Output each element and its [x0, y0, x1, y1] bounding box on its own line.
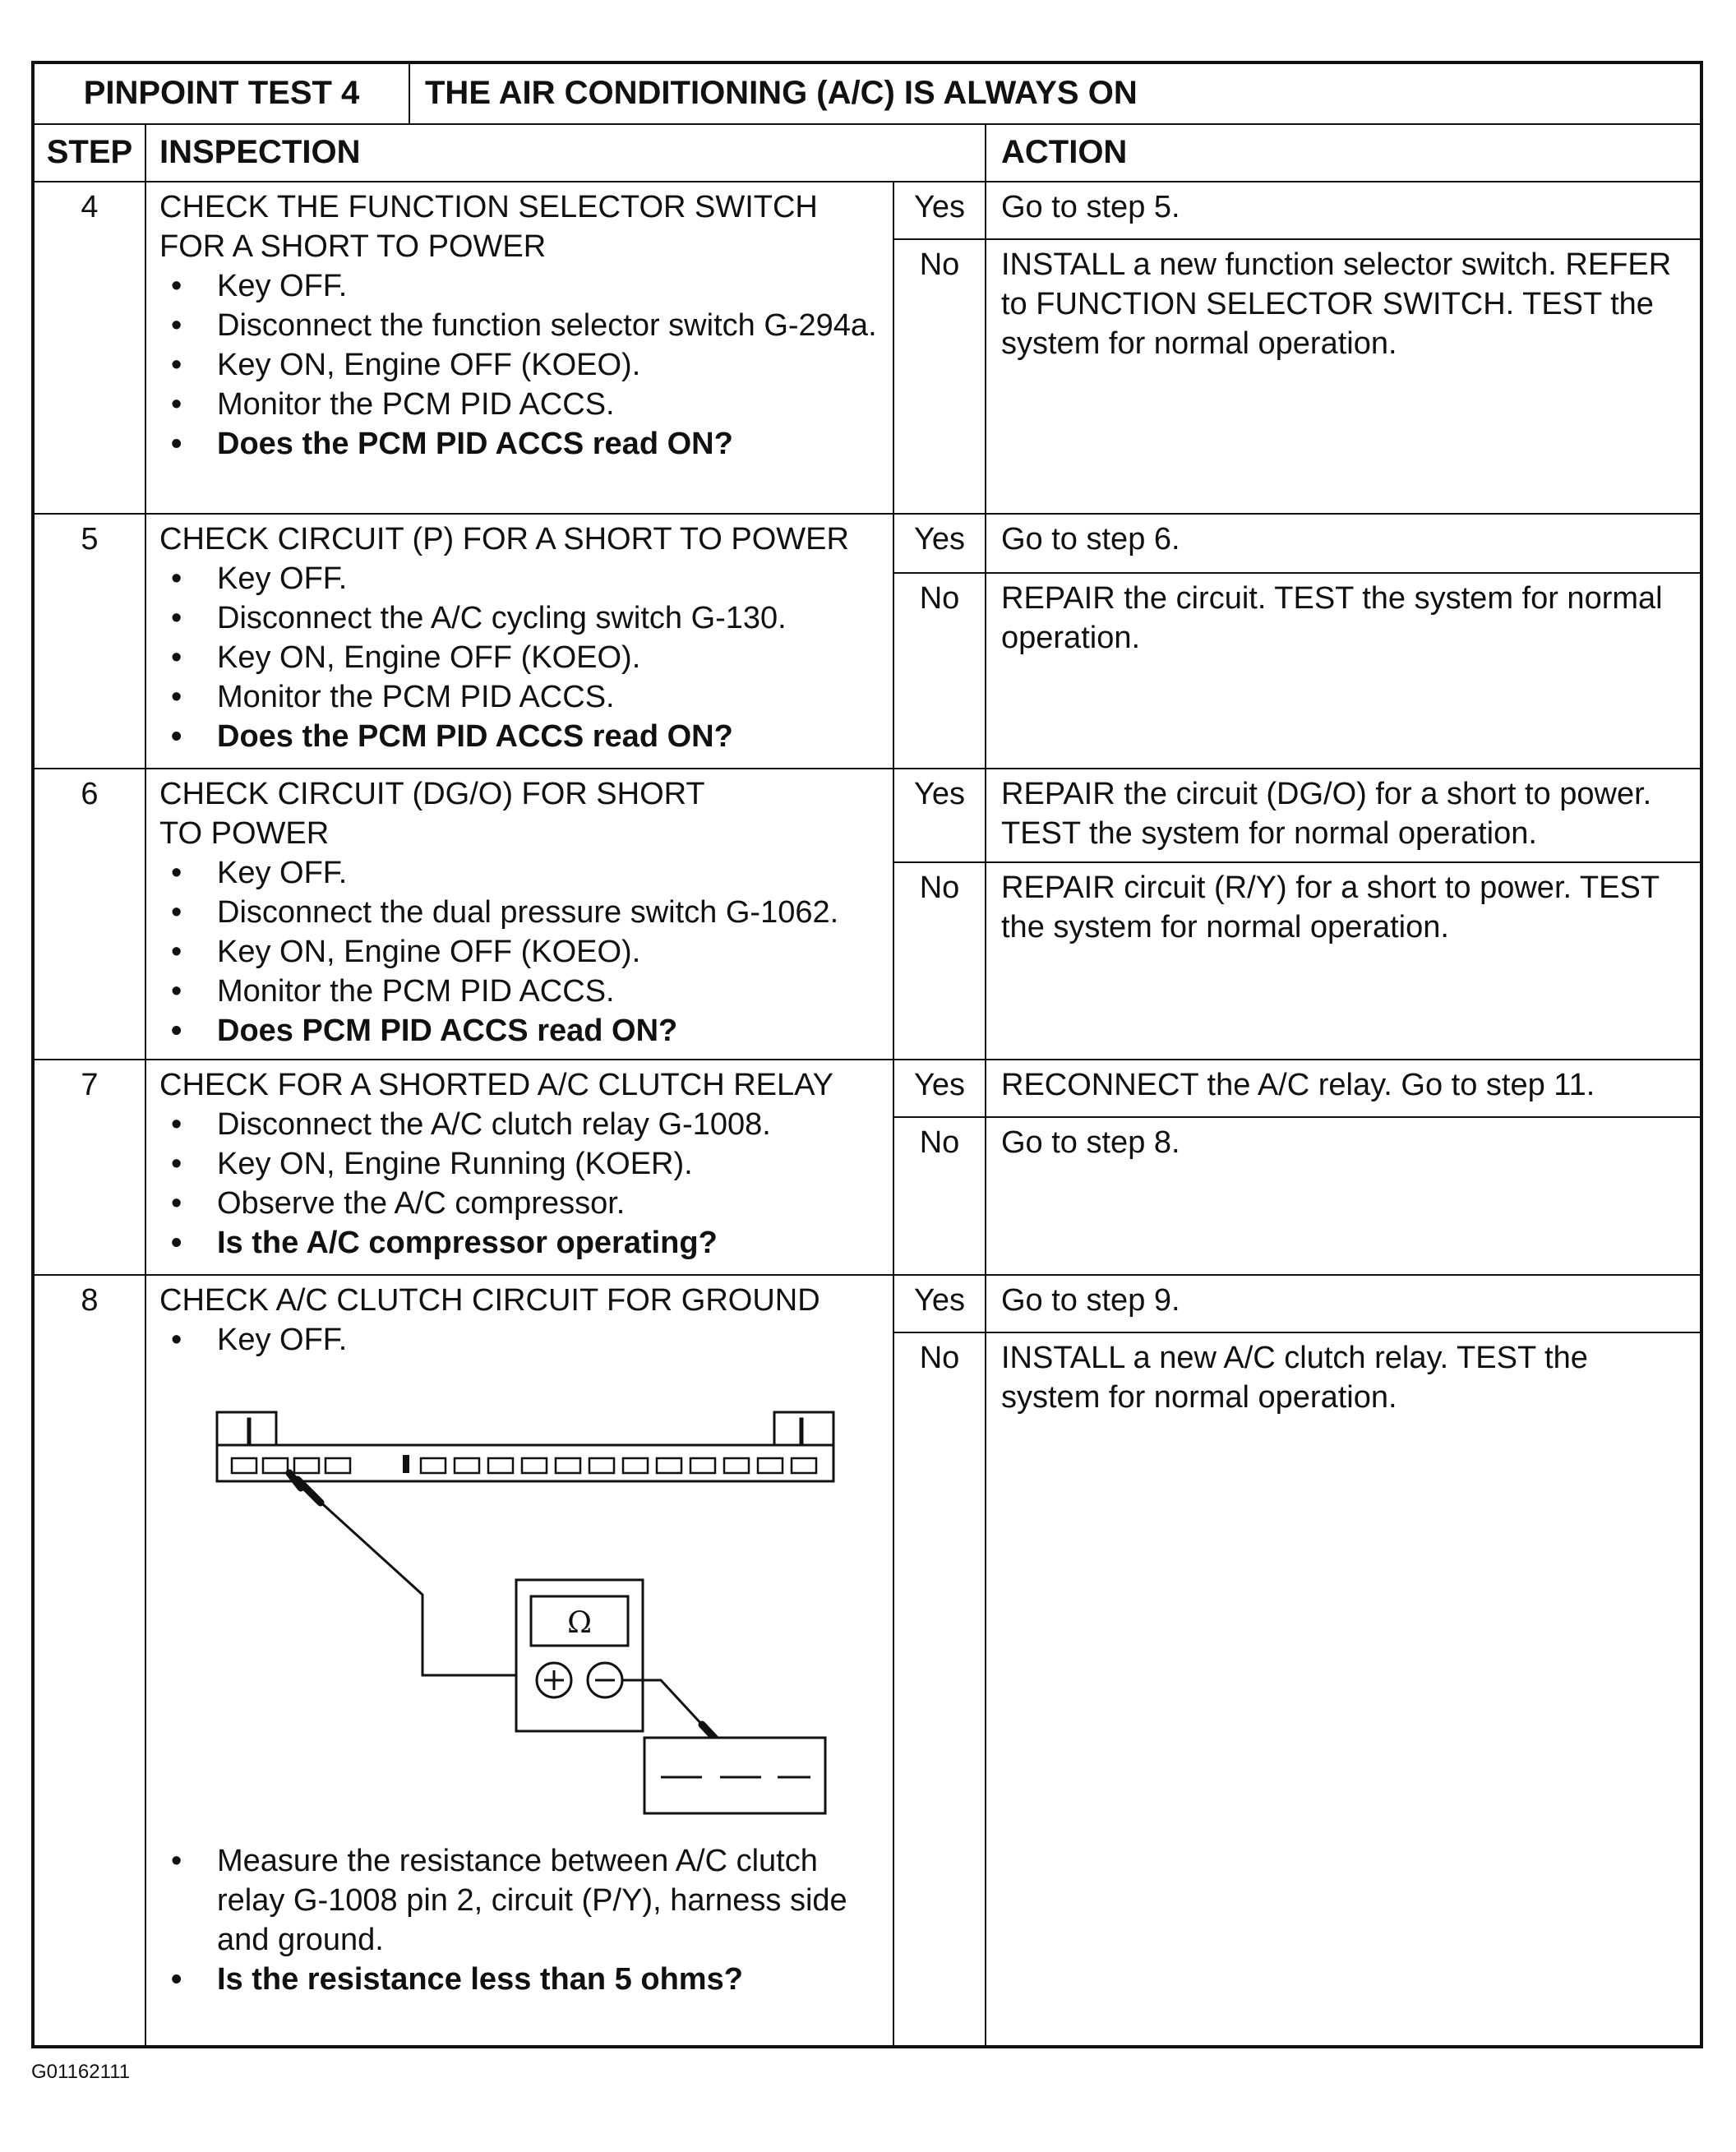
yes-label: Yes [894, 182, 985, 240]
column-header-inspection: INSPECTION [145, 125, 985, 181]
bullet-item: • Key OFF. [159, 1320, 881, 1360]
positive-test-lead [316, 1498, 516, 1675]
relay-connector-top [217, 1412, 833, 1445]
yes-action: Go to step 6. [986, 515, 1700, 574]
question-item: • Is the A/C compressor operating? [159, 1223, 881, 1263]
inspection-title: CHECK CIRCUIT (DG/O) FOR SHORT TO POWER [159, 777, 704, 851]
yes-action: RECONNECT the A/C relay. Go to step 11. [986, 1060, 1700, 1118]
figure-code: G01162111 [31, 2061, 131, 2083]
bullet-item: • Disconnect the function selector switch G-294a. [159, 306, 881, 345]
step-row [35, 515, 1700, 769]
connector-pin [724, 1458, 749, 1473]
step-number: 4 [81, 190, 99, 224]
inspection-cell [145, 182, 893, 513]
action-column [985, 515, 1700, 768]
connector-pin [294, 1458, 319, 1473]
connector-pin [326, 1458, 350, 1473]
bullet-item: • Observe the A/C compressor. [159, 1184, 881, 1223]
bullet-item: • Measure the resistance between A/C clutch relay G-1008 pin 2, circuit (P/Y), harness side and ground. [159, 1841, 881, 1960]
no-action: REPAIR circuit (R/Y) for a short to power. TEST the system for normal operation. [1001, 870, 1660, 944]
no-label: No [919, 1341, 960, 1375]
connector-pins [232, 1458, 816, 1473]
step-row [35, 769, 1700, 1060]
connector-pin [263, 1458, 288, 1473]
yes-label: Yes [894, 1276, 985, 1333]
pinpoint-test-table [31, 61, 1703, 2048]
bullet-item: • Disconnect the dual pressure switch G-1062. [159, 893, 881, 932]
bullet-item: • Disconnect the A/C cycling switch G-130. [159, 598, 881, 638]
action-column [985, 1060, 1700, 1274]
bullet-item: • Key ON, Engine OFF (KOEO). [159, 345, 881, 385]
inspection-title: CHECK FOR A SHORTED A/C CLUTCH RELAY [159, 1068, 833, 1102]
positive-probe [289, 1473, 321, 1503]
inspection-bullets [159, 853, 881, 1051]
column-header-row [35, 125, 1700, 182]
inspection-title: CHECK CIRCUIT (P) FOR A SHORT TO POWER [159, 522, 849, 556]
connector-pin [455, 1458, 479, 1473]
action-column [985, 769, 1700, 1059]
bullet-item: • Key OFF. [159, 853, 881, 893]
connector-pin [556, 1458, 580, 1473]
connector-pin [488, 1458, 513, 1473]
connector-pin [522, 1458, 547, 1473]
title-row [35, 64, 1700, 125]
column-header-step: STEP [46, 134, 133, 170]
answer-column [893, 769, 985, 1059]
question-item: • Does the PCM PID ACCS read ON? [159, 717, 881, 756]
yes-action: Go to step 5. [986, 182, 1700, 240]
bullet-item: • Disconnect the A/C clutch relay G-1008. [159, 1105, 881, 1144]
measure-bullets [159, 1841, 881, 1999]
bullet-item: • Monitor the PCM PID ACCS. [159, 972, 881, 1011]
bullet-item: • Key OFF. [159, 266, 881, 306]
answer-column [893, 515, 985, 768]
no-label: No [919, 870, 960, 905]
no-label: No [919, 247, 960, 282]
no-action: Go to step 8. [1001, 1125, 1180, 1160]
connector-pin [758, 1458, 783, 1473]
action-column [985, 182, 1700, 513]
test-title: THE AIR CONDITIONING (A/C) IS ALWAYS ON [409, 64, 1700, 123]
action-column [985, 1276, 1700, 2045]
ohmmeter-diagram [159, 1366, 883, 1826]
bullet-item: • Monitor the PCM PID ACCS. [159, 677, 881, 717]
inspection-title: CHECK A/C CLUTCH CIRCUIT FOR GROUND [159, 1283, 820, 1318]
question-item: • Is the resistance less than 5 ohms? [159, 1960, 881, 1999]
step-row [35, 1060, 1700, 1276]
connector-pin [421, 1458, 446, 1473]
question-item: • Does the PCM PID ACCS read ON? [159, 424, 881, 464]
connector-pin [657, 1458, 681, 1473]
step-row [35, 1276, 1700, 2045]
step-number: 5 [81, 522, 99, 556]
no-label: No [919, 1125, 960, 1160]
connector-key [403, 1455, 409, 1473]
no-label: No [919, 581, 960, 616]
bullet-item: • Key OFF. [159, 559, 881, 598]
inspection-bullets [159, 266, 881, 464]
column-header-action: ACTION [985, 125, 1700, 181]
answer-column [893, 1060, 985, 1274]
no-action: INSTALL a new function selector switch. REFER to FUNCTION SELECTOR SWITCH. TEST the system for normal operation. [1001, 247, 1672, 361]
inspection-bullets [159, 1320, 881, 1360]
answer-column [893, 182, 985, 513]
connector-pin [232, 1458, 256, 1473]
inspection-cell [145, 769, 893, 1059]
ohm-symbol: Ω [567, 1606, 592, 1640]
step-number: 6 [81, 777, 99, 811]
bullet-item: • Key ON, Engine OFF (KOEO). [159, 638, 881, 677]
yes-label: Yes [894, 1060, 985, 1118]
no-action: REPAIR the circuit. TEST the system for normal operation. [1001, 581, 1663, 655]
step-row [35, 182, 1700, 515]
yes-action: REPAIR the circuit (DG/O) for a short to power. TEST the system for normal operation. [986, 769, 1700, 863]
connector-pin [792, 1458, 816, 1473]
inspection-bullets [159, 559, 881, 756]
test-label: PINPOINT TEST 4 [83, 75, 360, 111]
yes-label: Yes [894, 769, 985, 863]
yes-label: Yes [894, 515, 985, 574]
connector-pin [589, 1458, 614, 1473]
inspection-cell [145, 1060, 893, 1274]
step-number: 7 [81, 1068, 99, 1102]
bullet-item: • Key ON, Engine OFF (KOEO). [159, 932, 881, 972]
bullet-item: • Key ON, Engine Running (KOER). [159, 1144, 881, 1184]
no-action: INSTALL a new A/C clutch relay. TEST the system for normal operation. [1001, 1341, 1588, 1415]
bullet-item: • Monitor the PCM PID ACCS. [159, 385, 881, 424]
connector-pin [690, 1458, 715, 1473]
step-number: 8 [81, 1283, 99, 1318]
inspection-title: CHECK THE FUNCTION SELECTOR SWITCH FOR A SHORT TO POWER [159, 190, 818, 264]
yes-action: Go to step 9. [986, 1276, 1700, 1333]
ground-block [644, 1738, 825, 1813]
inspection-bullets [159, 1105, 881, 1263]
inspection-cell [145, 1276, 893, 2045]
answer-column [893, 1276, 985, 2045]
inspection-cell [145, 515, 893, 768]
question-item: • Does PCM PID ACCS read ON? [159, 1011, 881, 1051]
connector-pin [623, 1458, 648, 1473]
ohmmeter [516, 1580, 643, 1731]
